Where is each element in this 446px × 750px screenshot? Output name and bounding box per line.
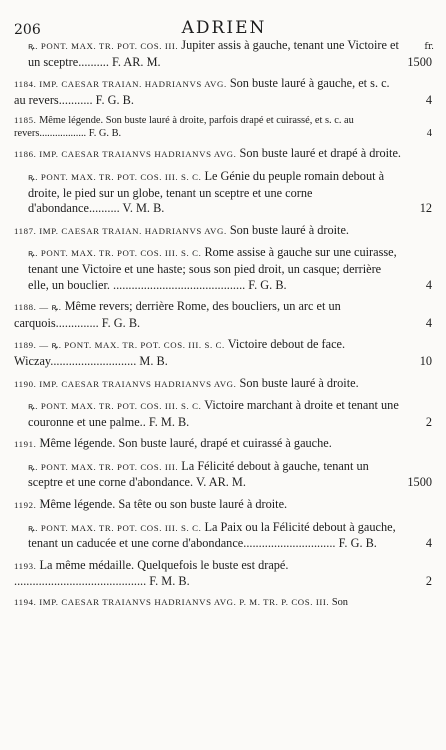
entry-description: La Paix ou la Félicité debout à gauche, tenant un caducée et une corne d'abondance.............................. bbox=[28, 519, 396, 551]
entry-description: Son bbox=[329, 597, 349, 609]
entry-description: Son buste lauré à droite. bbox=[236, 375, 359, 390]
entry-description: Victoire debout de face. Wiczay............................ bbox=[14, 337, 346, 368]
entry-description: La Félicité debout à gauche, tenant un sceptre et une corne d'abondance. bbox=[28, 458, 369, 490]
entry-description: Jupiter assis à gauche, tenant une Victoire et un sceptre.......... bbox=[28, 38, 399, 69]
entry-list bbox=[14, 38, 434, 609]
entry-legend: 1185. bbox=[14, 115, 37, 126]
catalog-entry bbox=[14, 459, 434, 491]
entry-grade: F. G. B. bbox=[101, 315, 141, 330]
entry-description: Victoire marchant à droite et tenant une couronne et une palme.. bbox=[28, 398, 399, 429]
catalog-entry bbox=[14, 169, 434, 217]
catalog-entry bbox=[14, 245, 434, 293]
page-number: 206 bbox=[14, 22, 41, 38]
entry-description: Même légende. Son buste lauré, drapé et cuirassé à gauche. bbox=[36, 436, 332, 451]
entry-description: Même légende. Son buste lauré à droite, parfois drapé et cuirassé, et s. c. au revers.................. bbox=[14, 115, 354, 140]
entry-legend: 1190. IMP. CAESAR TRAIANVS HADRIANVS AVG. bbox=[14, 378, 237, 389]
entry-description: Rome assise à gauche sur une cuirasse, tenant une Victoire et une haste; sous son pied droit, un casque; derrière elle, un bouclier. ........................................... bbox=[28, 245, 397, 292]
entry-price: 4 bbox=[425, 536, 432, 551]
entry-grade: F. M. B. bbox=[149, 574, 190, 589]
entry-legend: ꝶ. PONT. MAX. TR. POT. COS. III. S. C. bbox=[28, 401, 202, 412]
entry-description: Le Génie du peuple romain debout à droite, le pied sur un globe, tenant un sceptre et une corne d'abondance.......... bbox=[28, 168, 385, 216]
entry-price: 2 bbox=[425, 574, 432, 589]
catalog-entry bbox=[14, 114, 434, 140]
entry-grade: V. AR. M. bbox=[195, 475, 246, 490]
entry-legend: ꝶ. PONT. MAX. TR. POT. COS. III. bbox=[28, 41, 179, 51]
catalog-entry bbox=[14, 497, 434, 514]
entry-price: 10 bbox=[419, 353, 432, 368]
entry-legend: ꝶ. PONT. MAX. TR. POT. COS. III. S. C. bbox=[28, 248, 202, 259]
entry-price: 12 bbox=[419, 201, 432, 216]
entry-legend: ꝶ. PONT. MAX. TR. POT. COS. III. S. C. bbox=[28, 522, 202, 533]
entry-legend: 1193. bbox=[14, 560, 37, 571]
catalog-entry bbox=[14, 398, 434, 430]
entry-price: 1500 bbox=[407, 475, 432, 490]
catalog-entry bbox=[14, 223, 434, 240]
entry-grade: F. G. B. bbox=[338, 536, 377, 551]
page-title: ADRIEN bbox=[181, 18, 267, 38]
entry-description: Son buste lauré à gauche, et s. c. au revers........... bbox=[14, 76, 390, 107]
entry-legend: ꝶ. PONT. MAX. TR. POT. COS. III. bbox=[28, 461, 179, 472]
catalog-entry bbox=[14, 299, 434, 331]
catalog-entry bbox=[14, 376, 434, 393]
entry-legend: 1186. IMP. CAESAR TRAIANVS HADRIANVS AVG. bbox=[14, 149, 237, 160]
entry-grade: M. B. bbox=[139, 353, 168, 368]
catalog-entry bbox=[14, 520, 434, 552]
catalog-page bbox=[14, 0, 434, 750]
entry-legend: ꝶ. PONT. MAX. TR. POT. COS. III. S. C. bbox=[28, 171, 202, 182]
entry-price: 1500 bbox=[407, 54, 432, 69]
entry-legend: 1184. IMP. CAESAR TRAIAN. HADRIANVS AVG. bbox=[14, 79, 227, 90]
entry-legend: 1188. — ꝶ. bbox=[14, 302, 62, 313]
catalog-entry bbox=[14, 436, 434, 453]
entry-legend: 1189. — ꝶ. PONT. MAX. TR. POT. COS. III. S. C. bbox=[14, 340, 225, 351]
catalog-entry bbox=[14, 76, 434, 108]
entry-legend: 1187. IMP. CAESAR TRAIAN. HADRIANVS AVG. bbox=[14, 225, 227, 236]
entry-price: 4 bbox=[426, 128, 432, 140]
entry-legend: 1194. IMP. CAESAR TRAIANVS HADRIANVS AVG. P. M. TR. P. COS. III. bbox=[14, 597, 330, 608]
entry-legend: 1191. bbox=[14, 439, 37, 450]
catalog-entry bbox=[14, 596, 434, 609]
entry-grade: F. G. B. bbox=[95, 92, 134, 107]
entry-description: Même légende. Sa tête ou son buste lauré à droite. bbox=[36, 497, 288, 512]
entry-grade: F. AR. M. bbox=[112, 54, 161, 69]
entry-description: Son buste lauré à droite. bbox=[226, 222, 350, 237]
entry-grade: F. G. B. bbox=[248, 277, 287, 292]
entry-legend: 1192. bbox=[14, 500, 37, 511]
catalog-entry bbox=[14, 558, 434, 590]
entry-price: 2 bbox=[425, 414, 432, 429]
price-unit-label: fr. bbox=[424, 42, 434, 52]
catalog-entry bbox=[14, 38, 434, 70]
entry-grade: F. G. B. bbox=[88, 128, 122, 140]
catalog-entry bbox=[14, 337, 434, 369]
entry-price: 4 bbox=[425, 277, 432, 292]
entry-grade: V. M. B. bbox=[122, 201, 165, 216]
entry-description: Son buste lauré et drapé à droite. bbox=[236, 146, 401, 161]
entry-price: 4 bbox=[425, 315, 432, 330]
entry-grade: F. M. B. bbox=[148, 414, 190, 429]
entry-price: 4 bbox=[425, 92, 432, 107]
entry-description: La même médaille. Quelquefois le buste est drapé. ........................................... bbox=[14, 557, 289, 589]
entry-description: Même revers; derrière Rome, des boucliers, un arc et un carquois.............. bbox=[14, 299, 341, 330]
catalog-entry bbox=[14, 146, 434, 163]
